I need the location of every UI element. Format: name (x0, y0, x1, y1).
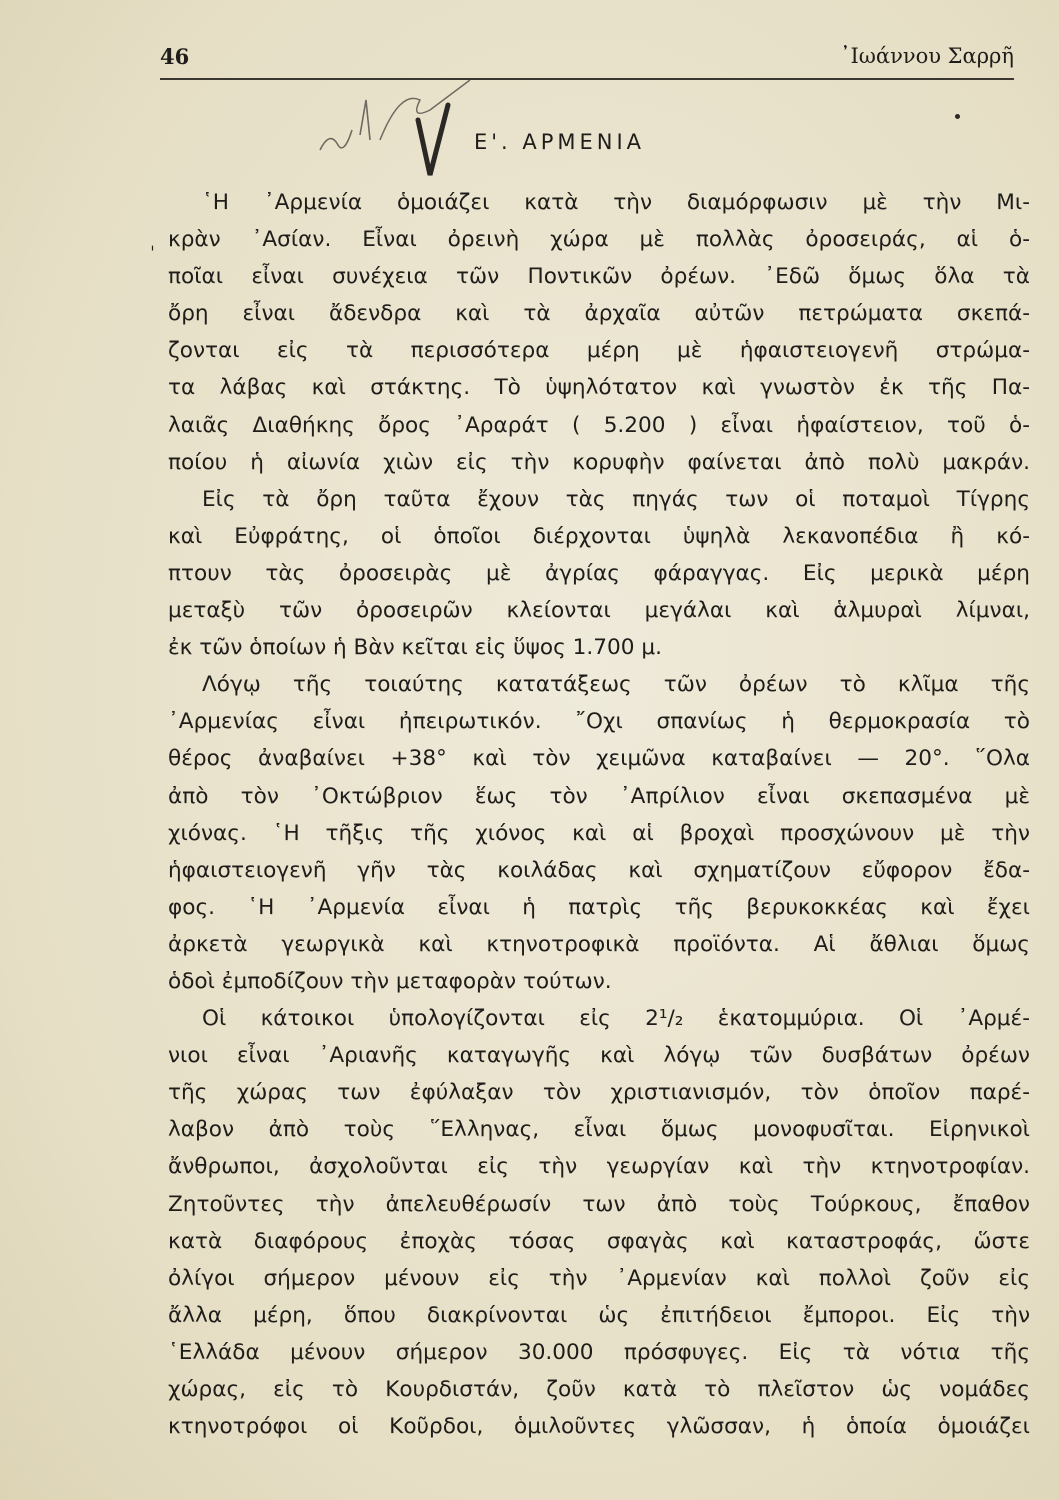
text-line: κατὰ διαφόρους ἐποχὰς τόσας σφαγὰς καὶ καταστροφάς, ὥστε (168, 1228, 1030, 1254)
text-line: Λόγῳ τῆς τοιαύτης κατατάξεως τῶν ὀρέων τὸ κλῖμα τῆς (202, 672, 1030, 698)
text-line: ποῖαι εἶναι συνέχεια τῶν Ποντικῶν ὀρέων. ᾿Εδῶ ὅμως ὅλα τὰ (168, 264, 1030, 290)
ink-dot (955, 114, 960, 119)
text-line: τα λάβας καὶ στάκτης. Τὸ ὑψηλότατον καὶ γνωστὸν ἐκ τῆς Πα- (168, 375, 1030, 401)
text-line: καὶ Εὐφράτης, οἱ ὁποῖοι διέρχονται ὑψηλὰ λεκανοπέδια ἢ κό- (168, 523, 1030, 549)
page-header (160, 44, 1014, 80)
text-line: ὄρη εἶναι ἄδενδρα καὶ τὰ ἀρχαῖα αὐτῶν πετρώματα σκεπά- (168, 301, 1030, 327)
text-line: ἀπὸ τὸν ᾿Οκτώβριον ἕως τὸν ᾿Απρίλιον εἶναι σκεπασμένα μὲ (168, 783, 1030, 809)
text-line: ἄνθρωποι, ἀσχολοῦνται εἰς τὴν γεωργίαν καὶ τὴν κτηνοτροφίαν. (168, 1154, 1030, 1180)
text-line: κτηνοτρόφοι οἱ Κοῦρδοι, ὁμιλοῦντες γλῶσσαν, ἡ ὁποία ὁμοιάζει (168, 1414, 1030, 1440)
text-line: νιοι εἶναι ᾿Αριανῆς καταγωγῆς καὶ λόγῳ τῶν δυσβάτων ὀρέων (168, 1043, 1030, 1069)
text-line: ῾Η ᾿Αρμενία ὁμοιάζει κατὰ τὴν διαμόρφωσιν μὲ τὴν Μι- (202, 190, 1030, 215)
text-line: λαβον ἀπὸ τοὺς ῞Ελληνας, εἶναι ὅμως μονοφυσῖται. Εἰρηνικοὶ (168, 1117, 1030, 1143)
text-line: ἡφαιστειογενῆ γῆν τὰς κοιλάδας καὶ σχηματίζουν εὔφορον ἔδα- (168, 857, 1030, 883)
text-line: ἄλλα μέρη, ὅπου διακρίνονται ὡς ἐπιτήδειοι ἔμποροι. Εἰς τὴν (168, 1302, 1030, 1328)
text-line: ὀλίγοι σήμερον μένουν εἰς τὴν ᾿Αρμενίαν καὶ πολλοὶ ζοῦν εἰς (168, 1265, 1030, 1291)
text-line: Οἱ κάτοικοι ὑπολογίζονται εἰς 2¹/₂ ἑκατομμύρια. Οἱ ᾿Αρμέ- (202, 1006, 1030, 1032)
text-line: Εἰς τὰ ὄρη ταῦτα ἔχουν τὰς πηγάς των οἱ ποταμοὶ Τίγρης (202, 486, 1030, 512)
text-line: ποίου ἡ αἰωνία χιὼν εἰς τὴν κορυφὴν φαίνεται ἀπὸ πολὺ μακράν. (168, 449, 1030, 475)
text-line: ὁδοὶ ἐμποδίζουν τὴν μεταφορὰν τούτων. (168, 968, 612, 994)
margin-mark: ˌ (150, 232, 155, 253)
page-number: 46 (160, 44, 190, 69)
text-line: θέρος ἀναβαίνει +38° καὶ τὸν χειμῶνα καταβαίνει — 20°. ῞Ολα (168, 746, 1030, 772)
text-line: ἐκ τῶν ὁποίων ἡ Βὰν κεῖται εἰς ὕψος 1.700 μ. (168, 635, 662, 661)
text-line: μεταξὺ τῶν ὀροσειρῶν κλείονται μεγάλαι καὶ ἁλμυραὶ λίμναι, (168, 598, 1030, 624)
text-line: χώρας, εἰς τὸ Κουρδιστάν, ζοῦν κατὰ τὸ πλεῖστον ὡς νομάδες (168, 1377, 1030, 1402)
text-line: λαιᾶς Διαθήκης ὄρος ᾿Αραράτ ( 5.200 ) εἶναι ἡφαίστειον, τοῦ ὁ- (168, 412, 1030, 438)
text-line: φος. ῾Η ᾿Αρμενία εἶναι ἡ πατρὶς τῆς βερυκοκκέας καὶ ἔχει (168, 894, 1030, 920)
text-line: πτουν τὰς ὀροσειρὰς μὲ ἀγρίας φάραγγας. Εἰς μερικὰ μέρη (168, 560, 1030, 586)
text-line: ᾿Αρμενίας εἶναι ἠπειρωτικόν. ῎Οχι σπανίως ἡ θερμοκρασία τὸ (168, 709, 1030, 735)
text-line: ζονται εἰς τὰ περισσότερα μέρη μὲ ἡφαιστειογενῆ στρώμα- (168, 338, 1030, 364)
running-head: ᾿Ιωάννου Σαρρῆ (839, 44, 1014, 68)
text-line: χιόνας. ῾Η τῆξις τῆς χιόνος καὶ αἱ βροχαὶ προσχώνουν μὲ τὴν (168, 820, 1030, 846)
section-title: Ε'. ΑΡΜΕΝΙΑ (473, 130, 646, 154)
text-line: τῆς χώρας των ἐφύλαξαν τὸν χριστιανισμόν, τὸν ὁποῖον παρέ- (168, 1080, 1030, 1106)
text-line: κρὰν ᾿Ασίαν. Εἶναι ὀρεινὴ χώρα μὲ πολλὰς ὀροσειράς, αἱ ὁ- (168, 227, 1030, 253)
text-line: ῾Ελλάδα μένουν σήμερον 30.000 πρόσφυγες. Εἰς τὰ νότια τῆς (168, 1339, 1030, 1365)
text-line: Ζητοῦντες τὴν ἀπελευθέρωσίν των ἀπὸ τοὺς Τούρκους, ἔπαθον (168, 1191, 1030, 1217)
body-text (168, 184, 1030, 1445)
text-line: ἀρκετὰ γεωργικὰ καὶ κτηνοτροφικὰ προϊόντα. Αἱ ἄθλιαι ὅμως (168, 931, 1030, 957)
